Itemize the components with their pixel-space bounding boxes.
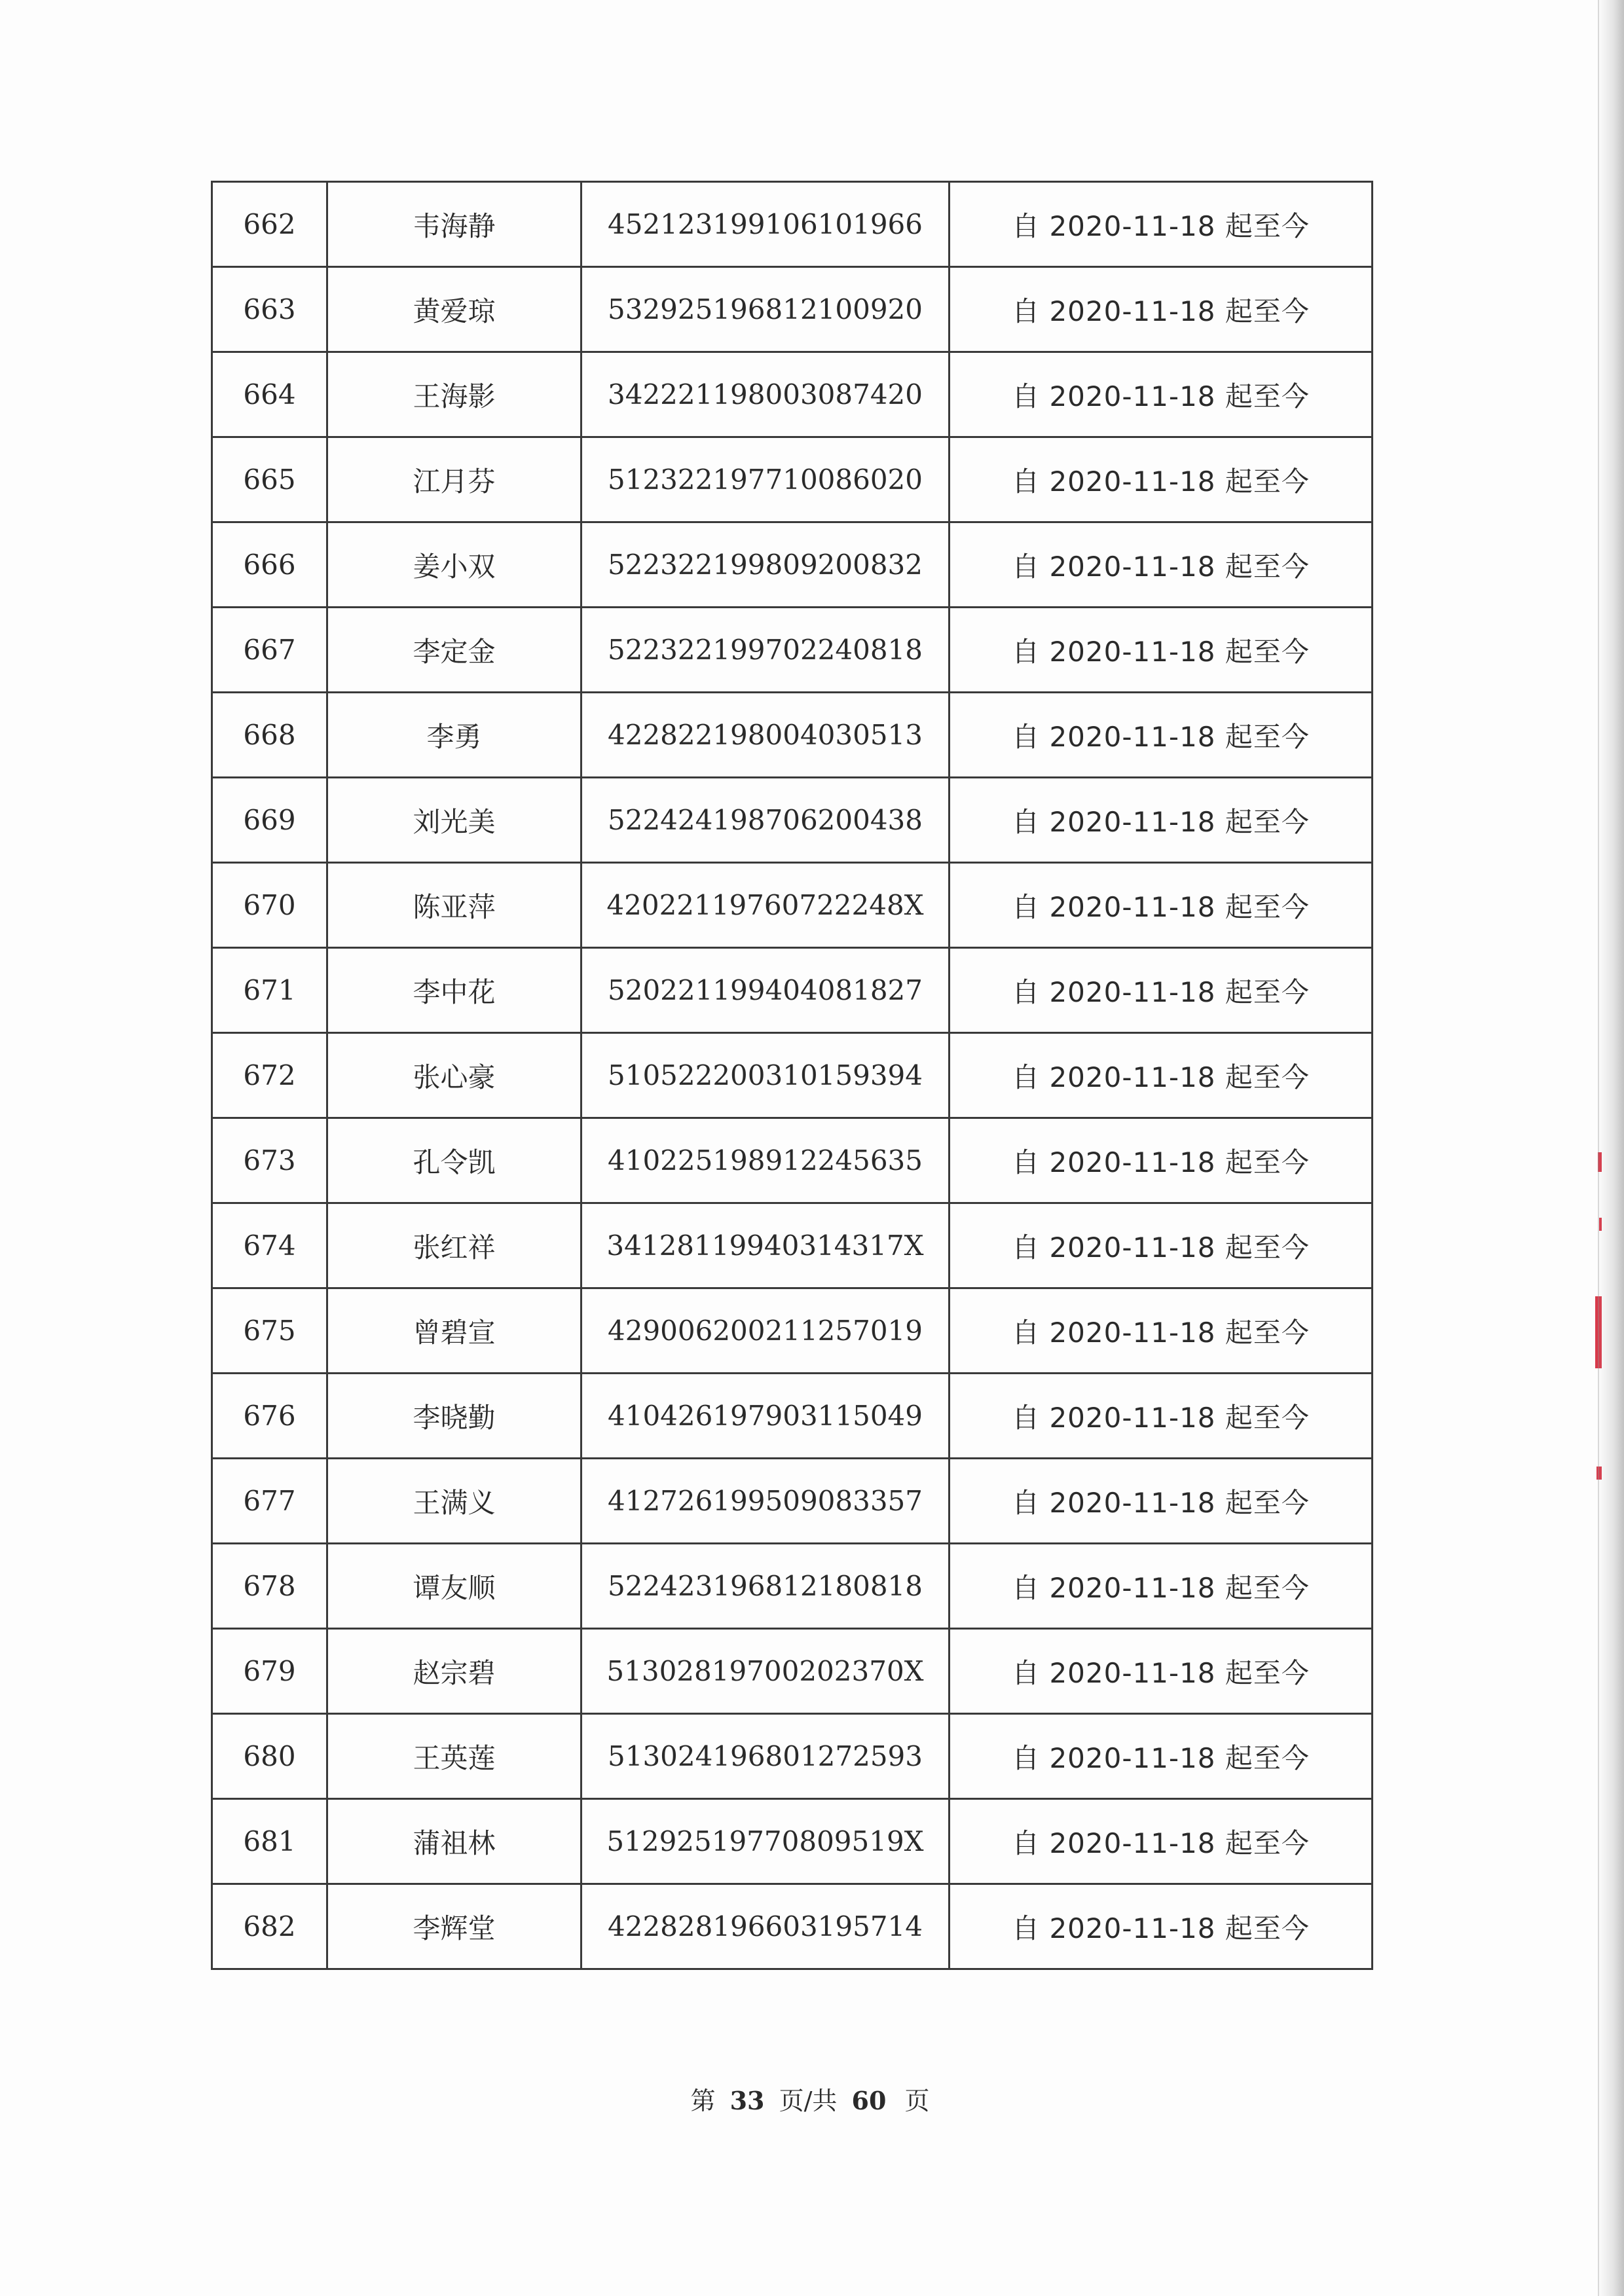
row-number: 667 [212, 608, 327, 693]
roster-table [211, 181, 1373, 1970]
id-number: 522423196812180818 [581, 1544, 950, 1629]
id-number: 522322199809200832 [581, 522, 950, 608]
person-name: 李辉堂 [327, 1884, 581, 1969]
row-number: 671 [212, 948, 327, 1033]
table-row [212, 778, 1373, 863]
table-row [212, 1033, 1373, 1118]
person-name: 李定金 [327, 608, 581, 693]
person-name: 蒲祖林 [327, 1799, 581, 1884]
id-number: 42022119760722248X [581, 863, 950, 948]
table-row [212, 1459, 1373, 1544]
id-number: 51302819700202370X [581, 1629, 950, 1714]
person-name: 王海影 [327, 352, 581, 437]
id-number: 510522200310159394 [581, 1033, 950, 1118]
date-range: 自 2020-11-18 起至今 [950, 437, 1373, 522]
person-name: 赵宗碧 [327, 1629, 581, 1714]
table-row [212, 1544, 1373, 1629]
table-row [212, 1288, 1373, 1374]
row-number: 669 [212, 778, 327, 863]
table-row [212, 437, 1373, 522]
date-range: 自 2020-11-18 起至今 [950, 1799, 1373, 1884]
person-name: 张红祥 [327, 1203, 581, 1288]
table-row [212, 1629, 1373, 1714]
row-number: 663 [212, 267, 327, 352]
person-name: 李勇 [327, 693, 581, 778]
row-number: 662 [212, 182, 327, 267]
table-row [212, 1374, 1373, 1459]
row-number: 673 [212, 1118, 327, 1203]
table-row [212, 352, 1373, 437]
row-number: 664 [212, 352, 327, 437]
id-number: 522322199702240818 [581, 608, 950, 693]
id-number: 422822198004030513 [581, 693, 950, 778]
current-page-number: 33 [729, 2086, 765, 2115]
id-number: 532925196812100920 [581, 267, 950, 352]
date-range: 自 2020-11-18 起至今 [950, 1374, 1373, 1459]
total-page-number: 60 [851, 2086, 887, 2115]
date-range: 自 2020-11-18 起至今 [950, 1033, 1373, 1118]
page-footer [0, 2081, 1624, 2117]
id-number: 51292519770809519X [581, 1799, 950, 1884]
id-number: 34128119940314317X [581, 1203, 950, 1288]
date-range: 自 2020-11-18 起至今 [950, 522, 1373, 608]
date-range: 自 2020-11-18 起至今 [950, 948, 1373, 1033]
table-row [212, 608, 1373, 693]
date-range: 自 2020-11-18 起至今 [950, 1118, 1373, 1203]
person-name: 姜小双 [327, 522, 581, 608]
id-number: 522424198706200438 [581, 778, 950, 863]
row-number: 675 [212, 1288, 327, 1374]
person-name: 曾碧宣 [327, 1288, 581, 1374]
table-row [212, 1799, 1373, 1884]
row-number: 677 [212, 1459, 327, 1544]
person-name: 江月芬 [327, 437, 581, 522]
date-range: 自 2020-11-18 起至今 [950, 1714, 1373, 1799]
date-range: 自 2020-11-18 起至今 [950, 1288, 1373, 1374]
table-row [212, 267, 1373, 352]
row-number: 681 [212, 1799, 327, 1884]
footer-middle: 页/共 [779, 2086, 838, 2115]
table-row [212, 522, 1373, 608]
id-number: 512322197710086020 [581, 437, 950, 522]
footer-suffix: 页 [904, 2086, 930, 2115]
row-number: 668 [212, 693, 327, 778]
person-name: 李晓勤 [327, 1374, 581, 1459]
person-name: 孔令凯 [327, 1118, 581, 1203]
row-number: 670 [212, 863, 327, 948]
table-row [212, 948, 1373, 1033]
id-number: 410426197903115049 [581, 1374, 950, 1459]
table-row [212, 863, 1373, 948]
row-number: 676 [212, 1374, 327, 1459]
date-range: 自 2020-11-18 起至今 [950, 1203, 1373, 1288]
person-name: 陈亚萍 [327, 863, 581, 948]
date-range: 自 2020-11-18 起至今 [950, 1544, 1373, 1629]
id-number: 429006200211257019 [581, 1288, 950, 1374]
date-range: 自 2020-11-18 起至今 [950, 182, 1373, 267]
table-row [212, 182, 1373, 267]
date-range: 自 2020-11-18 起至今 [950, 1629, 1373, 1714]
row-number: 672 [212, 1033, 327, 1118]
row-number: 674 [212, 1203, 327, 1288]
id-number: 513024196801272593 [581, 1714, 950, 1799]
date-range: 自 2020-11-18 起至今 [950, 863, 1373, 948]
table-row [212, 1203, 1373, 1288]
date-range: 自 2020-11-18 起至今 [950, 352, 1373, 437]
date-range: 自 2020-11-18 起至今 [950, 267, 1373, 352]
date-range: 自 2020-11-18 起至今 [950, 693, 1373, 778]
footer-prefix: 第 [690, 2086, 716, 2115]
person-name: 李中花 [327, 948, 581, 1033]
roster-table-container [211, 181, 1371, 1970]
date-range: 自 2020-11-18 起至今 [950, 608, 1373, 693]
person-name: 张心豪 [327, 1033, 581, 1118]
person-name: 王英莲 [327, 1714, 581, 1799]
person-name: 王满义 [327, 1459, 581, 1544]
row-number: 678 [212, 1544, 327, 1629]
scan-edge-shadow [1598, 0, 1624, 2296]
person-name: 谭友顺 [327, 1544, 581, 1629]
date-range: 自 2020-11-18 起至今 [950, 778, 1373, 863]
row-number: 666 [212, 522, 327, 608]
id-number: 422828196603195714 [581, 1884, 950, 1969]
table-row [212, 1884, 1373, 1969]
roster-table-body [212, 182, 1373, 1969]
id-number: 452123199106101966 [581, 182, 950, 267]
id-number: 520221199404081827 [581, 948, 950, 1033]
table-row [212, 1714, 1373, 1799]
person-name: 黄爱琼 [327, 267, 581, 352]
table-row [212, 1118, 1373, 1203]
id-number: 410225198912245635 [581, 1118, 950, 1203]
date-range: 自 2020-11-18 起至今 [950, 1884, 1373, 1969]
id-number: 412726199509083357 [581, 1459, 950, 1544]
person-name: 韦海静 [327, 182, 581, 267]
row-number: 682 [212, 1884, 327, 1969]
person-name: 刘光美 [327, 778, 581, 863]
id-number: 342221198003087420 [581, 352, 950, 437]
table-row [212, 693, 1373, 778]
date-range: 自 2020-11-18 起至今 [950, 1459, 1373, 1544]
row-number: 665 [212, 437, 327, 522]
row-number: 679 [212, 1629, 327, 1714]
row-number: 680 [212, 1714, 327, 1799]
